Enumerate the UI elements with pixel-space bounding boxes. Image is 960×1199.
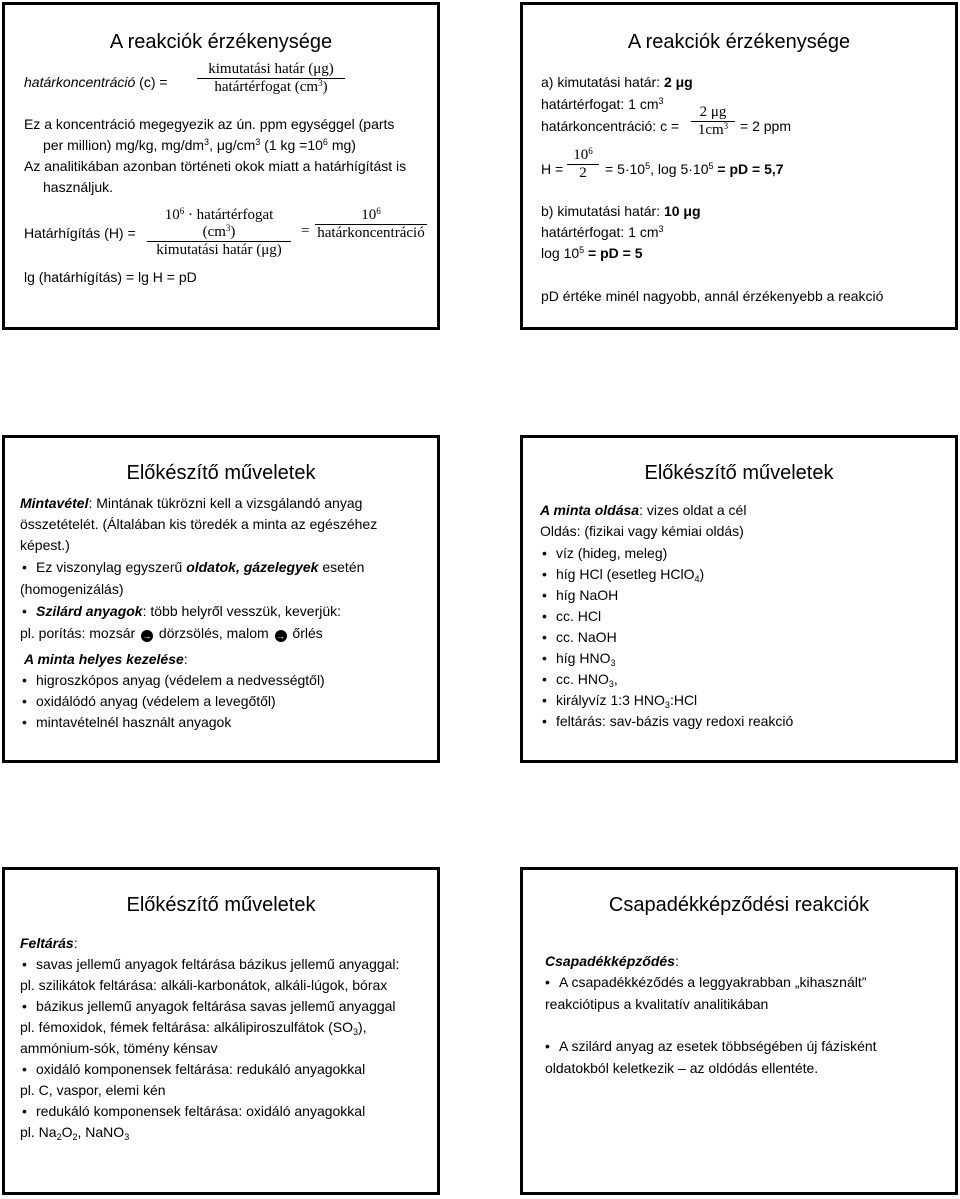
slide-3-title: Előkészítő műveletek [126,462,316,484]
list-item: • királyvíz 1:3 $HNO_3:HCl$ [540,691,697,709]
slide-4 [520,435,958,763]
text-line-4: használjuk. [43,179,114,195]
list-item: • oxidálódó anyag (védelem a levegőtől) [20,692,276,710]
h-label: H = [541,161,564,177]
list-item: • savas jellemű anyagok feltárása bázikus jellemű anyaggal: [20,955,399,973]
list-item: • oxidáló komponensek feltárása: redukáló anyagokkal [20,1060,365,1078]
text-line-2: per million) mg/kg, $mg/dm^3$, $\mu g/cm^3$ (1 kg $=10^6$ mg) [43,137,356,153]
a-line-2: határtérfogat: 1 $cm^3$ [541,96,664,112]
slide-2 [520,2,958,330]
slide-6 [520,867,958,1195]
slide-3 [2,435,440,763]
oldas-heading: A minta oldása: vizes oldat a cél [540,502,747,518]
mintavetel-line-1: Mintavétel: Mintának tükrözni kell a vizsgálandó anyag [20,495,363,511]
a-fraction: $\frac{2 \mu g}{1cm^3}$ [691,104,735,139]
list-item: • A szilárd anyag az esetek többségében új fázisként [543,1037,877,1055]
feltaras-label: Feltárás: [20,935,78,951]
list-item: • redukáló komponensek feltárása: oxidáló anyagokkal [20,1102,365,1120]
example-line: pl. szilikátok feltárása: alkáli-karbonátok, alkáli-lúgok, bórax [20,977,388,993]
h-result: = $5\cdot 10^5$, $\log 5\cdot 10^5$ = pD = 5,7 [605,161,784,177]
h-fraction: $\frac{10^6}{2}$ [567,147,599,182]
list-item: • A csapadékkéződés a leggyakrabban „kihasznált” [543,973,866,991]
hk-label-line: határkoncentráció (c) = [24,74,168,90]
hh-fraction-2: $10^6$ határkoncentráció [315,207,427,242]
hh-fraction-1: $10^6$ · határtérfogat $(cm^3)$ kimutatási határ (μg) [147,207,291,259]
example-line: pl. C, vaspor, elemi kén [20,1082,166,1098]
slide-4-title: Előkészítő műveletek [644,462,834,484]
list-item: • higroszkópos anyag (védelem a nedvességtől) [20,671,325,689]
conclusion: pD értéke minél nagyobb, annál érzékenyebb a reakció [541,288,884,304]
a-line-1: a) kimutatási határ: 2 μg [541,74,693,90]
lg-line: lg (határhígítás) = lg H = pD [24,269,197,285]
porritas-line: pl. porítás: mozsár → dörzsölés, malom → őrlés [20,625,323,641]
list-item: • cc. HCl [540,607,601,625]
list-item-cont: reakciótipus a kvalitatív analitikában [545,996,769,1012]
text-line-1: Ez a koncentráció megegyezik az ún. ppm egységgel (parts [24,116,395,132]
hh-label: Határhígítás (H) = [24,225,136,241]
arrow-icon: → [276,631,286,641]
list-item: • feltárás: sav-bázis vagy redoxi reakció [540,712,793,730]
text-line-3: Az analitikában azonban történeti okok miatt a határhígítást is [24,158,407,174]
b-line-3: $\log 10^5$ = pD = 5 [541,245,643,261]
mintavetel-line-3: képest.) [20,537,70,553]
bullet-szilard: • Szilárd anyagok: több helyről vesszük, keverjük: [20,602,341,620]
homogenizalas: (homogenizálás) [20,581,124,597]
list-item: • mintavételnél használt anyagok [20,713,231,731]
slide-1 [2,2,440,330]
csapadek-label: Csapadékképződés: [545,953,679,969]
list-item: • cc. NaOH [540,628,617,646]
equals-sign: = [301,223,310,239]
slide-2-title: A reakciók érzékenysége [627,31,851,53]
list-item: • bázikus jellemű anyagok feltárása savas jellemű anyaggal [20,997,396,1015]
list-item: • cc. $HNO_3$, [540,670,618,688]
list-item: • híg $HNO_3$ [540,649,615,667]
a-result: = 2 ppm [740,118,791,134]
mintavetel-line-2: összetételét. (Általában kis töredék a minta az egészéhez [20,516,378,532]
list-item: • víz (hideg, meleg) [540,544,667,562]
list-item-cont: oldatokból keletkezik – az oldódás ellentéte. [545,1060,819,1076]
b-line-1: b) kimutatási határ: 10 μg [541,203,701,219]
arrow-icon: → [142,631,152,641]
slide-5 [2,867,440,1195]
hk-fraction: kimutatási határ (μg) határtérfogat $(cm^3)$ [197,61,345,96]
list-item: • híg NaOH [540,586,618,604]
slide-5-title: Előkészítő műveletek [126,894,316,916]
bullet-oldatok: • Ez viszonylag egyszerű oldatok, gázelegyek esetén [20,558,364,576]
a-line-3: határkoncentráció: c = [541,118,680,134]
slide-6-title: Csapadékképződési reakciók [608,894,870,916]
b-line-2: határtérfogat: 1 $cm^3$ [541,224,664,240]
slide-1-title: A reakciók érzékenysége [109,31,333,53]
oldas-line: Oldás: (fizikai vagy kémiai oldás) [540,523,744,539]
example-line: pl. fémoxidok, fémek feltárása: alkálipiroszulfátok $(SO_3)$, [20,1019,367,1037]
example-line: pl. $Na_2O_2$, NaNO$_3$ [20,1124,130,1142]
example-line: ammónium-sók, tömény kénsav [20,1040,218,1056]
hk-label: határkoncentráció [24,74,136,90]
list-item: • híg HCl (esetleg HClO$_4$) [540,565,704,583]
minta-kezelese-heading: A minta helyes kezelése: [24,651,188,667]
